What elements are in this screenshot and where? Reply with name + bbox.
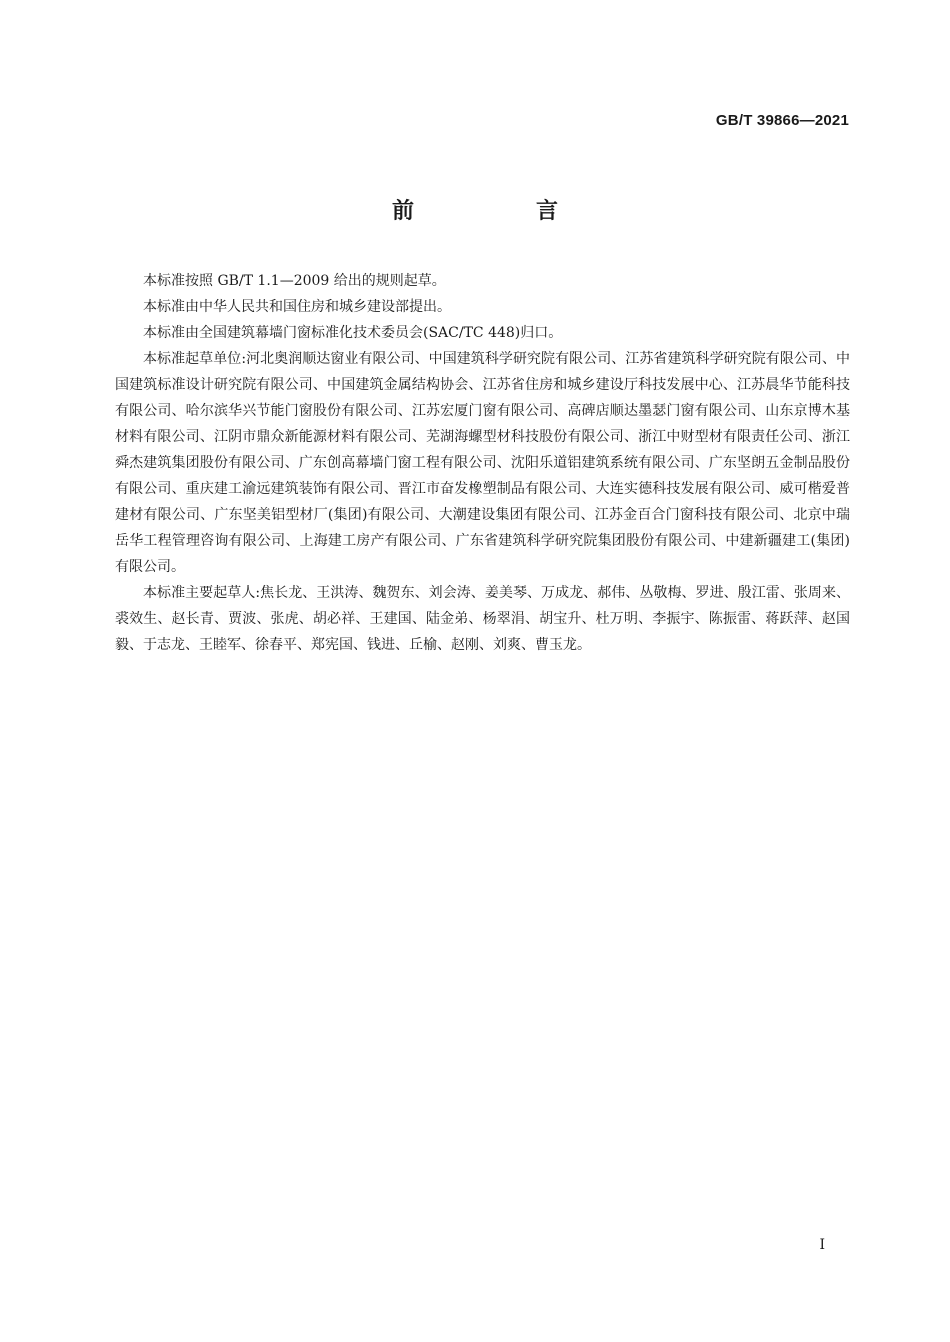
paragraph-drafting-rules: 本标准按照 GB/T 1.1—2009 给出的规则起草。 [143,273,446,289]
paragraph-technical-committee: 本标准由全国建筑幕墙门窗标准化技术委员会(SAC/TC 448)归口。 [143,325,563,341]
foreword-body [115,268,850,658]
paragraph-main-drafters: 本标准主要起草人:焦长龙、王洪涛、魏贺东、刘会涛、姜美琴、万成龙、郝伟、丛敬梅、罗进、殷江雷、张周来、裘效生、赵长青、贾波、张虎、胡必祥、王建国、陆金弟、杨翠涓、胡宝升、杜万明、李振宇、陈振雷、蒋跃萍、赵国毅、于志龙、王睦军、徐春平、郑宪国、钱进、丘榆、赵刚、刘爽、曹玉龙。 [115,585,850,653]
paragraph-proposed-by: 本标准由中华人民共和国住房和城乡建设部提出。 [143,299,451,315]
standard-code: GB/T 39866—2021 [715,112,849,129]
page-title: 前 言 [391,199,608,224]
paragraph-drafting-units: 本标准起草单位:河北奥润顺达窗业有限公司、中国建筑科学研究院有限公司、江苏省建筑科学研究院有限公司、中国建筑标准设计研究院有限公司、中国建筑金属结构协会、江苏省住房和城乡建设厅科技发展中心、江苏晨华节能科技有限公司、哈尔滨华兴节能门窗股份有限公司、江苏宏厦门窗有限公司、高碑店顺达墨瑟门窗有限公司、山东京博木基材料有限公司、江阴市鼎众新能源材料有限公司、芜湖海螺型材科技股份有限公司、浙江中财型材有限责任公司、浙江舜杰建筑集团股份有限公司、广东创高幕墙门窗工程有限公司、沈阳乐道铝建筑系统有限公司、广东坚朗五金制品股份有限公司、重庆建工渝远建筑装饰有限公司、晋江市奋发橡塑制品有限公司、大连实德科技发展有限公司、威可楷爱普建材有限公司、广东坚美铝型材厂(集团)有限公司、大潮建设集团有限公司、江苏金百合门窗科技有限公司、北京中瑞岳华工程管理咨询有限公司、上海建工房产有限公司、广东省建筑科学研究院集团股份有限公司、中建新疆建工(集团)有限公司。 [115,351,850,575]
page-number: I [819,1237,825,1253]
